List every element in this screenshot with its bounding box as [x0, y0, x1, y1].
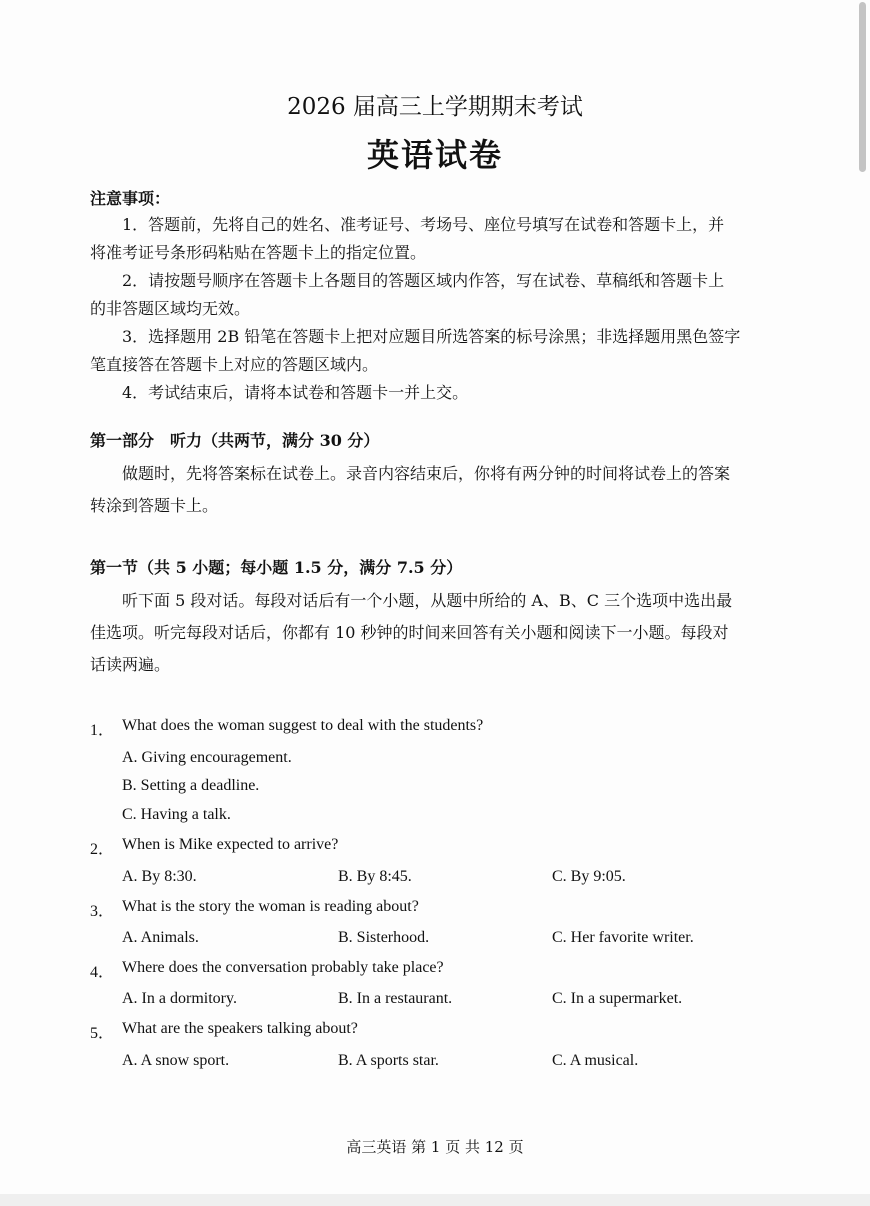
answer-option: A. Giving encouragement.	[122, 749, 292, 766]
question-number: 2．	[90, 841, 115, 858]
scrollbar-thumb[interactable]	[859, 2, 866, 172]
section1-line: 听下面 5 段对话。每段对话后有一个小题，从题中所给的 A、B、C 三个选项中选出最	[122, 591, 733, 610]
section1-heading: 第一节（共 5 小题；每小题 1.5 分，满分 7.5 分）	[90, 558, 463, 577]
notes-line: 笔直接答在答题卡上对应的答题区域内。	[90, 355, 379, 374]
answer-option: C. By 9:05.	[552, 868, 626, 885]
question-text: What are the speakers talking about?	[122, 1020, 358, 1037]
answer-option: B. Setting a deadline.	[122, 777, 260, 794]
notes-line: 3．选择题用 2B 铅笔在答题卡上把对应题目所选答案的标号涂黑；非选择题用黑色签字	[122, 327, 741, 346]
answer-option: C. Her favorite writer.	[552, 929, 694, 946]
answer-option: A. By 8:30.	[122, 868, 197, 885]
question-number: 1．	[90, 722, 115, 739]
question-text: What is the story the woman is reading about?	[122, 898, 419, 915]
question-text: When is Mike expected to arrive?	[122, 836, 339, 853]
page-footer: 高三英语 第 1 页 共 12 页	[346, 1138, 524, 1156]
answer-option: C. Having a talk.	[122, 806, 231, 823]
part1-line: 转涂到答题卡上。	[90, 496, 219, 515]
page-bottom-edge	[0, 1194, 870, 1206]
answer-option: A. Animals.	[122, 929, 199, 946]
answer-option: B. By 8:45.	[338, 868, 412, 885]
question-number: 5．	[90, 1025, 115, 1042]
question-text: What does the woman suggest to deal with the students?	[122, 717, 484, 734]
question-number: 3．	[90, 903, 115, 920]
answer-option: B. In a restaurant.	[338, 990, 453, 1007]
answer-option: B. Sisterhood.	[338, 929, 430, 946]
notes-heading: 注意事项：	[90, 189, 171, 208]
part1-line: 做题时，先将答案标在试卷上。录音内容结束后，你将有两分钟的时间将试卷上的答案	[122, 464, 731, 483]
notes-line: 将准考证号条形码粘贴在答题卡上的指定位置。	[90, 243, 427, 262]
answer-option: C. A musical.	[552, 1052, 639, 1069]
exam-title: 2026 届高三上学期期末考试	[287, 94, 583, 120]
part1-heading: 第一部分 听力（共两节，满分 30 分）	[90, 431, 380, 450]
question-text: Where does the conversation probably take place?	[122, 959, 444, 976]
notes-line: 2．请按题号顺序在答题卡上各题目的答题区域内作答，写在试卷、草稿纸和答题卡上	[122, 271, 725, 290]
subject-title: 英语试卷	[366, 136, 503, 174]
answer-option: C. In a supermarket.	[552, 990, 683, 1007]
question-number: 4．	[90, 964, 115, 981]
answer-option: A. A snow sport.	[122, 1052, 230, 1069]
notes-line: 4．考试结束后，请将本试卷和答题卡一并上交。	[122, 383, 469, 402]
section1-line: 话读两遍。	[90, 655, 171, 674]
notes-line: 1．答题前，先将自己的姓名、准考证号、考场号、座位号填写在试卷和答题卡上，并	[122, 215, 725, 234]
scrollbar[interactable]	[856, 0, 870, 1206]
notes-line: 的非答题区域均无效。	[90, 299, 251, 318]
answer-option: B. A sports star.	[338, 1052, 439, 1069]
section1-line: 佳选项。听完每段对话后，你都有 10 秒钟的时间来回答有关小题和阅读下一小题。每段对	[90, 623, 729, 642]
answer-option: A. In a dormitory.	[122, 990, 237, 1007]
